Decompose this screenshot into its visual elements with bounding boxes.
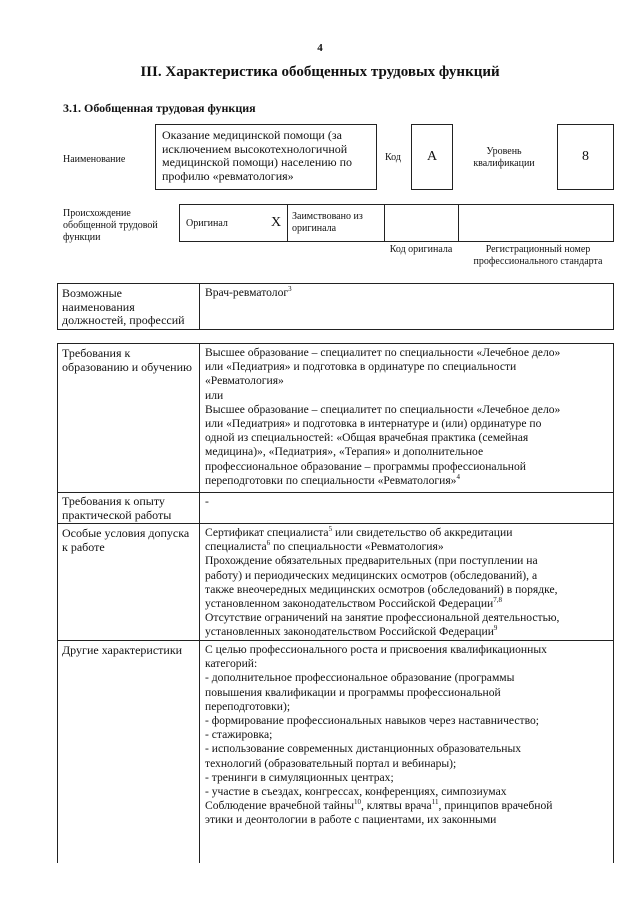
code-original-caption: Код оригинала: [389, 244, 453, 255]
code-label: Код: [385, 152, 401, 163]
borrowed-label: Заимствовано из оригинала: [292, 211, 363, 234]
divider: [199, 283, 200, 330]
code-value-box: [411, 124, 453, 190]
section-title: III. Характеристика обобщенных трудовых функций: [140, 64, 500, 80]
divider: [57, 492, 614, 493]
education-label: Требования к образованию и обучению: [62, 346, 192, 374]
original-label: Оригинал: [186, 218, 228, 229]
origin-label: Происхождение обобщенной трудовой функции: [63, 208, 158, 243]
level-value: 8: [582, 149, 589, 164]
positions-value: Врач-ревматолог$^3$: [205, 285, 292, 299]
positions-label: Возможные наименования должностей, профессий: [62, 286, 185, 327]
conditions-text: Сертификат специалиста$^5$ или свидетельство об аккредитации специалиста$^6$ по специальности «Ревматология» Прохождение обязательных предварительных (при поступлении на работу) и периодических медицинских осмотров (обследований), а также внеочередных медицинских осмотров (обследований) в порядке, установленном законодательством Российской Федерации$^{7,8}$ Отсутствие ограничений на занятие профессиональной деятельностью, установленных законодательством Российской Федерации$^9$: [205, 525, 560, 639]
experience-label: Требования к опыту практической работы: [62, 494, 172, 522]
divider: [57, 523, 614, 524]
other-label: Другие характеристики: [62, 643, 183, 657]
experience-text: -: [205, 495, 209, 508]
code-value: A: [426, 149, 438, 164]
divider: [384, 204, 385, 242]
subsection-title: 3.1. Обобщенная трудовая функция: [63, 101, 256, 115]
function-name-value: Оказание медицинской помощи (за исключением высокотехнологичной медицинской помощи) населению по профилю «ревматология»: [162, 128, 353, 183]
divider: [458, 204, 459, 242]
divider: [199, 343, 200, 863]
divider: [287, 204, 288, 242]
other-text: С целью профессионального роста и присвоения квалификационных категорий: - дополнительное профессиональное образование (программы повышения квалификации и программы профессиональной переподготовки); - формирование профессиональных навыков через наставничество; - стажировка; - использование современных дистанционных образовательных технологий (образовательный портал и вебинары); - тренинги в симуляционных центрах; - участие в съездах, конгрессах, конференциях, симпозиумах Соблюдение врачебной тайны$^{10}$, клятвы врача$^{11}$, принципов врачебной этики и деонтологии в работе с пациентами, их законными: [205, 643, 553, 827]
page-number: 4: [317, 42, 323, 54]
divider: [57, 640, 614, 641]
education-text: Высшее образование – специалитет по специальности «Лечебное дело» или «Педиатрия» и подготовка в ординатуре по специальности «Ревматология» или Высшее образование – специалитет по специальности «Лечебное дело» или «Педиатрия» и подготовка в интернатуре и (или) ординатуре по одной из специальностей: «Общая врачебная практика (семейная медицина)», «Педиатрия», «Терапия» и дополнительное профессиональное образование – программы профессиональной переподготовки по специальности «Ревматология»$^4$: [205, 346, 561, 487]
reg-number-caption: Регистрационный номер профессионального стандарта: [473, 244, 603, 267]
origin-row: [179, 204, 614, 242]
level-value-box: [557, 124, 614, 190]
name-label: Наименование: [63, 154, 126, 165]
original-mark: X: [271, 215, 282, 230]
function-name-box: [155, 124, 377, 190]
level-label: Уровень квалификации: [473, 146, 535, 169]
conditions-label: Особые условия допуска к работе: [62, 526, 190, 554]
